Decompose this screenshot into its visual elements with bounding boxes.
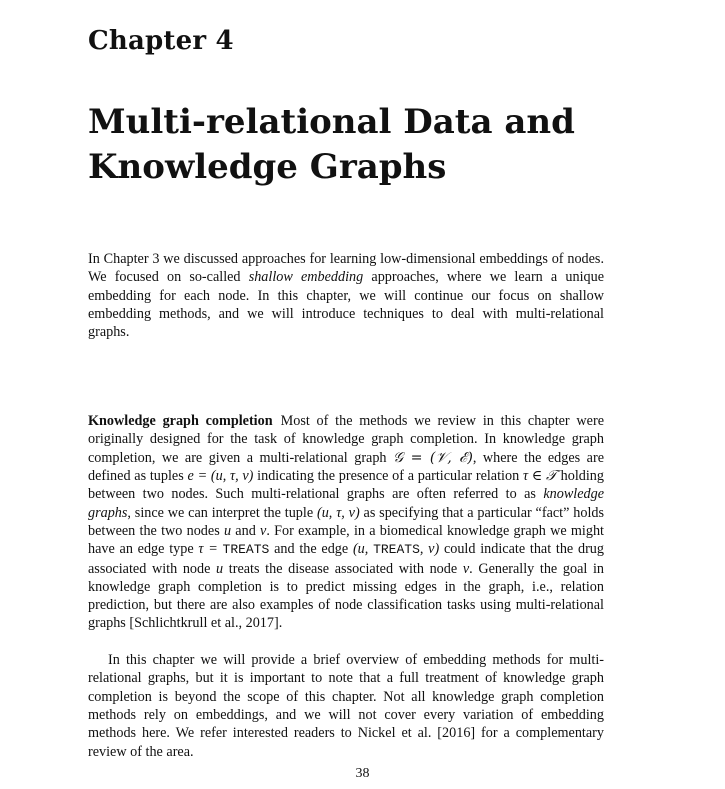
kgc-text: , since we can interpret the tuple xyxy=(127,504,317,521)
intro-paragraph xyxy=(88,250,604,341)
overview-paragraph: In this chapter we will provide a brief overview of embedding methods for multi-relational graphs, but it is important to note that a full treatment of knowledge graph completion is beyond the scope of this chapter. Not all knowledge graph completion methods rely on embeddings, and we will not cover every variation of embedding methods here. We refer interested readers to Nickel et al. [2016] for a complementary review of the area. xyxy=(88,652,604,760)
kgc-text: . Generally the goal in knowledge graph completion is to predict missing edges in the graph, i.e., relation prediction, but there are also examples of node classification tasks using multi-relational graphs [Schlichtkrull et al., 2017]. xyxy=(88,560,604,632)
kgc-text: , where the edges are defined as tuples xyxy=(88,449,604,485)
kgc-text: as specifying that a particular “fact” holds between the two nodes xyxy=(88,504,604,539)
chapter-label: Chapter 4 xyxy=(88,26,234,56)
math-edge: e = (u, τ, v) xyxy=(187,468,254,485)
page-number: 38 xyxy=(355,766,370,781)
math-edge2-open: (u, xyxy=(352,541,374,558)
math-graph: 𝒢 = (𝒱, ℰ) xyxy=(393,449,473,466)
chapter-title-line-1: Multi-relational Data and xyxy=(88,102,575,142)
chapter-title xyxy=(88,100,688,190)
kgc-text: holding between two nodes. Such multi-relational graphs are often referred to as xyxy=(88,468,604,503)
math-v: v xyxy=(260,522,267,539)
math-tuple: (u, τ, v) xyxy=(316,504,360,521)
math-u2: u xyxy=(216,560,224,577)
kgc-text: and the edge xyxy=(269,541,353,558)
kgc-text: could indicate that the drug associated with node xyxy=(88,541,604,577)
intro-text-2: approaches, where we learn a unique embedding for each node. In this chapter, we will continue our focus on shallow embedding methods, and we will introduce techniques to deal with multi-relational graphs. xyxy=(88,269,604,341)
kgc-text: Most of the methods we review in this chapter were originally designed for the task of knowledge graph completion. In knowledge graph completion, we are given a multi-relational graph xyxy=(88,413,605,466)
math-type: τ = xyxy=(198,541,223,558)
kgc-paragraph xyxy=(88,412,604,633)
kgc-emphasis: knowledge graphs xyxy=(88,486,604,521)
kgc-heading: Knowledge graph completion xyxy=(88,413,273,430)
math-u: u xyxy=(223,522,232,539)
treats-label-2: TREATS xyxy=(373,542,420,558)
math-v2: v xyxy=(462,560,470,577)
intro-text-1: In Chapter 3 we discussed approaches for learning low-dimensional embeddings of nodes. We focused on so-called xyxy=(88,251,604,286)
math-edge2-close: , v) xyxy=(419,541,440,558)
kgc-text: and xyxy=(231,522,261,539)
math-relation: τ ∈ 𝒯 xyxy=(522,468,557,485)
kgc-text: . For example, in a biomedical knowledge graph we might have an edge type xyxy=(88,522,604,558)
kgc-text: treats the disease associated with node xyxy=(223,560,463,577)
intro-emphasis: shallow embedding xyxy=(248,269,364,286)
kgc-text: indicating the presence of a particular relation xyxy=(253,468,523,485)
treats-label: TREATS xyxy=(222,542,270,558)
chapter-title-line-2: Knowledge Graphs xyxy=(88,147,447,187)
